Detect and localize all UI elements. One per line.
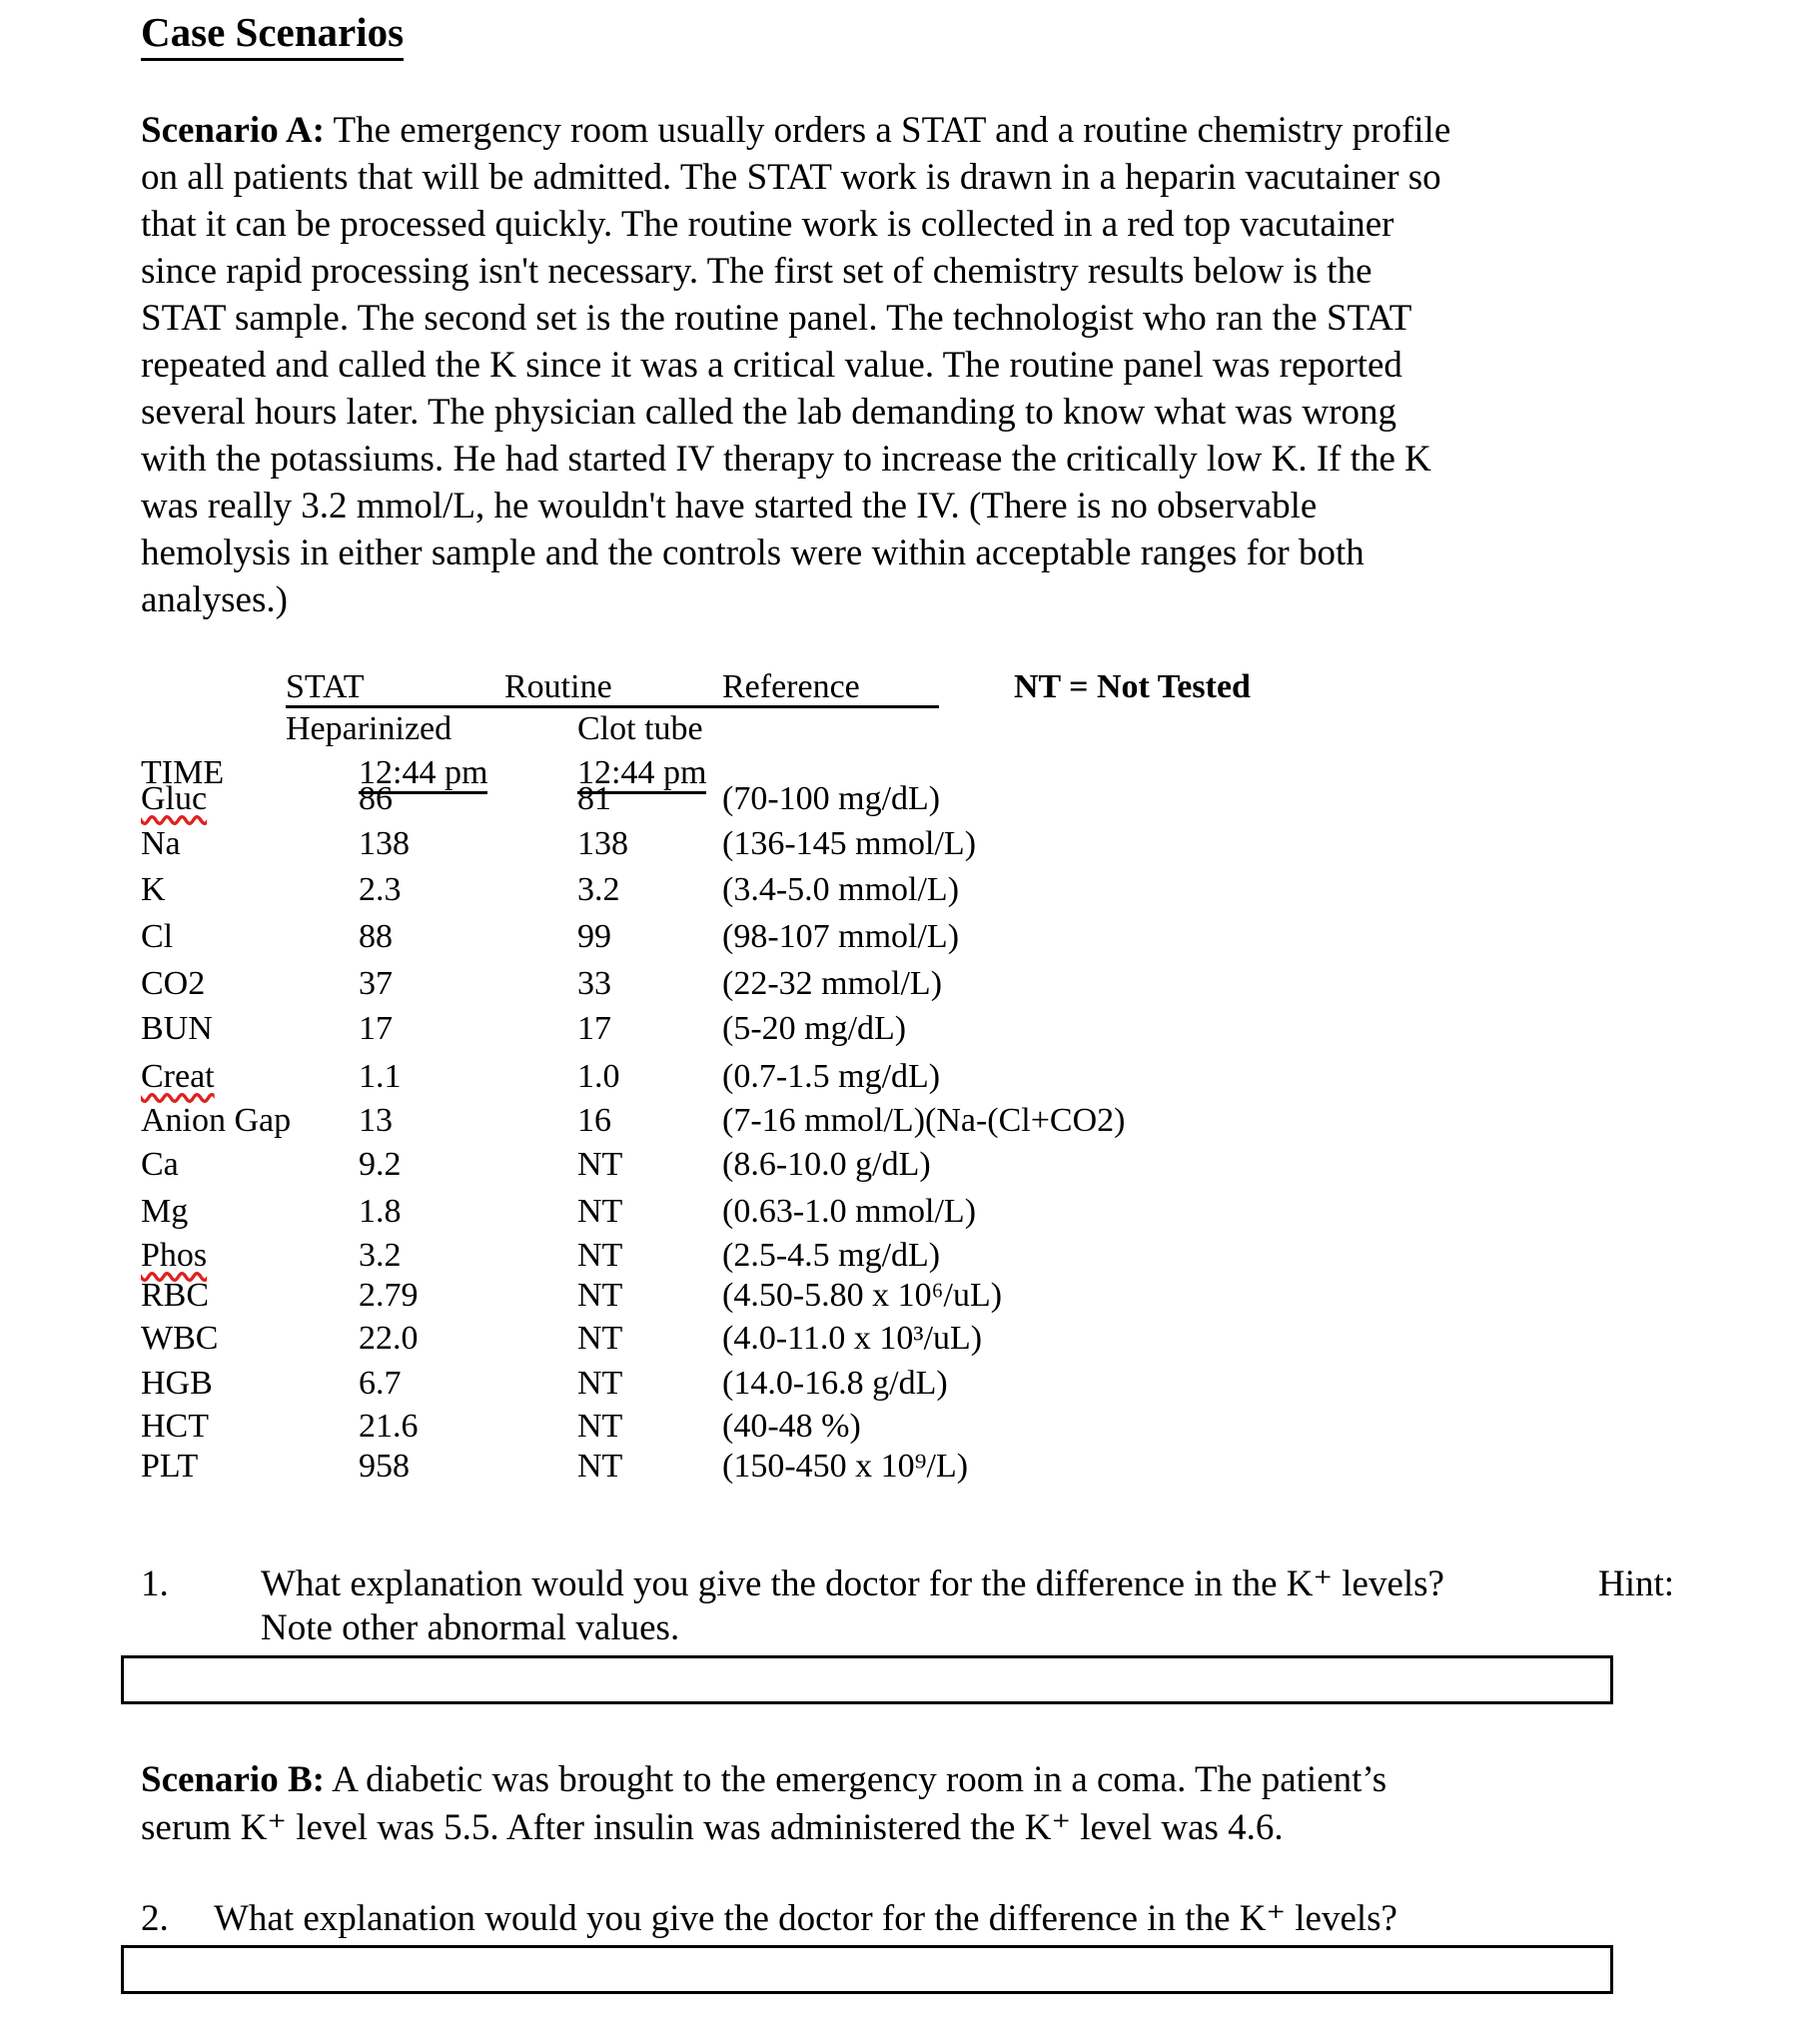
row-stat: 1.1	[359, 1058, 402, 1095]
row-reference: (3.4-5.0 mmol/L)	[722, 871, 960, 908]
row-stat: 22.0	[359, 1320, 419, 1357]
scenario-a-line	[141, 201, 1393, 248]
subheader-routine: Clot tube	[577, 710, 703, 747]
row-stat: 6.7	[359, 1365, 402, 1402]
scenario-a-line	[141, 389, 1396, 436]
time-stat: 12:44 pm	[359, 755, 487, 794]
scenario-b-label: Scenario B:	[141, 1759, 325, 1800]
row-routine: 99	[577, 918, 611, 955]
scenario-a-line	[141, 576, 288, 623]
row-stat: 17	[359, 1010, 393, 1047]
scenario-a-text: on all patients that will be admitted. The STAT work is drawn in a heparin vacutainer so	[141, 157, 1441, 198]
row-analyte: WBC	[141, 1320, 219, 1357]
row-routine: NT	[577, 1146, 623, 1183]
row-reference: (0.7-1.5 mg/dL)	[722, 1058, 941, 1095]
row-routine: 16	[577, 1102, 611, 1139]
scenario-a-line	[141, 342, 1402, 389]
scenario-a-line	[141, 295, 1411, 342]
scenario-a-text: was really 3.2 mmol/L, he wouldn't have started the IV. (There is no observable	[141, 486, 1318, 526]
row-stat: 2.3	[359, 871, 402, 908]
row-reference: (70-100 mg/dL)	[722, 780, 941, 817]
subheader-stat: Heparinized	[286, 710, 453, 747]
question1-text-cont: Note other abnormal values.	[261, 1607, 680, 1648]
question2-text: What explanation would you give the doctor for the difference in the K⁺ levels?	[214, 1898, 1397, 1939]
answer-input-2[interactable]	[124, 1948, 1614, 1995]
row-reference: (14.0-16.8 g/dL)	[722, 1365, 948, 1402]
scenario-a-text: several hours later. The physician called the lab demanding to know what was wrong	[141, 392, 1396, 433]
row-routine: 3.2	[577, 871, 620, 908]
row-stat: 9.2	[359, 1146, 402, 1183]
page-title: Case Scenarios	[141, 8, 404, 61]
scenario-b-line2: serum K⁺ level was 5.5. After insulin was administered the K⁺ level was 4.6.	[141, 1807, 1284, 1848]
row-reference: (40-48 %)	[722, 1408, 861, 1445]
scenario-a-text: since rapid processing isn't necessary. The first set of chemistry results below is the	[141, 251, 1372, 292]
scenario-a-line	[141, 436, 1431, 483]
nt-legend: NT = Not Tested	[1014, 668, 1251, 705]
row-routine: 138	[577, 825, 628, 862]
time-routine: 12:44 pm	[577, 755, 706, 794]
scenario-a-text: analyses.)	[141, 579, 288, 620]
row-reference: (150-450 x 10⁹/L)	[722, 1448, 969, 1485]
scenario-a-text: with the potassiums. He had started IV therapy to increase the critically low K. If the K	[141, 439, 1431, 480]
row-analyte: CO2	[141, 965, 206, 1002]
row-routine: NT	[577, 1320, 623, 1357]
row-analyte: RBC	[141, 1277, 210, 1314]
scenario-b-line1	[141, 1756, 1386, 1803]
answer-box-2[interactable]	[121, 1945, 1613, 1994]
scenario-a-text: repeated and called the K since it was a critical value. The routine panel was reported	[141, 345, 1402, 386]
scenario-a-line	[141, 154, 1441, 201]
row-analyte: Creat	[141, 1058, 215, 1095]
row-reference: (7-16 mmol/L)(Na-(Cl+CO2)	[722, 1102, 1126, 1139]
row-routine: 17	[577, 1010, 611, 1047]
row-analyte: Phos	[141, 1237, 208, 1274]
row-analyte: Mg	[141, 1193, 189, 1230]
row-routine: 81	[577, 780, 611, 817]
row-stat: 3.2	[359, 1237, 402, 1274]
header-stat: STAT	[286, 668, 365, 705]
row-stat: 88	[359, 918, 393, 955]
row-stat: 86	[359, 780, 393, 817]
row-analyte: HCT	[141, 1408, 209, 1445]
row-analyte: BUN	[141, 1010, 213, 1047]
row-routine: NT	[577, 1237, 623, 1274]
scenario-a-line	[141, 107, 1450, 154]
scenario-a-text: STAT sample. The second set is the routine panel. The technologist who ran the STAT	[141, 298, 1412, 339]
scenario-a-text: hemolysis in either sample and the controls were within acceptable ranges for both	[141, 532, 1364, 573]
row-routine: 1.0	[577, 1058, 620, 1095]
answer-input-1[interactable]	[124, 1658, 1614, 1705]
question1-text: What explanation would you give the doctor for the difference in the K⁺ levels?	[261, 1563, 1444, 1604]
row-analyte: Ca	[141, 1146, 179, 1183]
row-routine: NT	[577, 1193, 623, 1230]
row-routine: NT	[577, 1408, 623, 1445]
time-label: TIME	[141, 754, 225, 791]
row-routine: NT	[577, 1365, 623, 1402]
row-analyte: Anion Gap	[141, 1102, 292, 1139]
answer-box-1[interactable]	[121, 1655, 1613, 1704]
row-reference: (4.0-11.0 x 10³/uL)	[722, 1320, 983, 1357]
row-stat: 2.79	[359, 1277, 419, 1314]
row-reference: (0.63-1.0 mmol/L)	[722, 1193, 977, 1230]
row-stat: 138	[359, 825, 410, 862]
row-stat: 21.6	[359, 1408, 419, 1445]
question2-number: 2.	[141, 1898, 169, 1939]
row-stat: 37	[359, 965, 393, 1002]
row-analyte: Na	[141, 825, 181, 862]
scenario-a-line	[141, 529, 1364, 576]
row-routine: 33	[577, 965, 611, 1002]
row-reference: (98-107 mmol/L)	[722, 918, 960, 955]
header-routine: Routine	[504, 668, 612, 705]
row-stat: 13	[359, 1102, 393, 1139]
row-routine: NT	[577, 1448, 623, 1485]
row-reference: (4.50-5.80 x 10⁶/uL)	[722, 1277, 1003, 1314]
row-reference: (5-20 mg/dL)	[722, 1010, 907, 1047]
scenario-a-line	[141, 483, 1317, 529]
row-reference: (136-145 mmol/L)	[722, 825, 977, 862]
row-reference: (8.6-10.0 g/dL)	[722, 1146, 931, 1183]
question1-number: 1.	[141, 1563, 169, 1604]
row-reference: (2.5-4.5 mg/dL)	[722, 1237, 941, 1274]
row-stat: 958	[359, 1448, 410, 1485]
row-routine: NT	[577, 1277, 623, 1314]
scenario-a-text: The emergency room usually orders a STAT and a routine chemistry profile	[324, 110, 1451, 151]
scenario-b-text: A diabetic was brought to the emergency room in a coma. The patient’s	[324, 1759, 1387, 1800]
scenario-a-text: that it can be processed quickly. The routine work is collected in a red top vacutainer	[141, 204, 1394, 245]
row-analyte: Gluc	[141, 780, 208, 817]
scenario-a-line	[141, 248, 1372, 295]
row-stat: 1.8	[359, 1193, 402, 1230]
header-reference: Reference	[722, 668, 860, 705]
row-analyte: PLT	[141, 1448, 199, 1485]
question1-hint: Hint:	[1598, 1563, 1675, 1604]
row-reference: (22-32 mmol/L)	[722, 965, 943, 1002]
row-analyte: HGB	[141, 1365, 213, 1402]
row-analyte: K	[141, 871, 166, 908]
scenario-a-label: Scenario A:	[141, 110, 325, 151]
row-analyte: Cl	[141, 918, 174, 955]
